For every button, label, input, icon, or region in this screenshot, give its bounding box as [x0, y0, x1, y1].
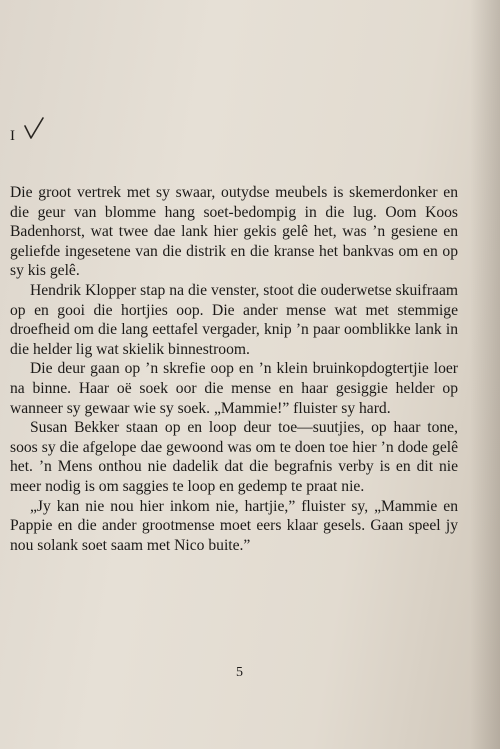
- paragraph: Hendrik Klopper stap na die venster, stoot die ouderwetse skuifraam op en gooi die hortjies oop. Die ander mense wat met stemmige droefheid om die lang eettafel vergader, knip ’n paar oomblikke lank in die helder lig wat skielik binnestroom.: [10, 281, 458, 358]
- chapter-number: I: [10, 128, 16, 144]
- page-number: 5: [236, 665, 243, 680]
- page-edge-shadow: [470, 0, 500, 749]
- paragraph: „Jy kan nie nou hier inkom nie, hartjie,” fluister sy, „Mammie en Pappie en die ander grootmense moet eers klaar gesels. Gaan speel jy nou solank soet saam met Nico buite.”: [10, 497, 458, 554]
- paragraph: Die groot vertrek met sy swaar, outydse meubels is skemerdonker en die geur van blomme hang soet-bedompig in die lug. Oom Koos Badenhorst, wat twee dae lank hier gekis gelê het, was ’n gesiene en geliefde ingesetene van die distrik en die kranse het bankvas om en op sy kis gelê.: [10, 184, 458, 280]
- paragraph: Die deur gaan op ’n skrefie oop en ’n klein bruinkopdogtertjie loer na binne. Haar oë soek oor die mense en haar gesiggie helder op wanneer sy gewaar wie sy soek. „Mammie!” fluister sy hard.: [10, 360, 458, 417]
- checkmark-annotation: [22, 116, 46, 142]
- paragraph: Susan Bekker staan op en loop deur toe—suutjies, op haar tone, soos sy die afgelope dae gewoond was om te doen toe hier ’n dode gelê het. ’n Mens onthou nie dadelik dat die begrafnis verby is en dit nie meer nodig is om saggies te loop en gedemp te praat nie.: [10, 419, 458, 495]
- body-text: [10, 183, 458, 555]
